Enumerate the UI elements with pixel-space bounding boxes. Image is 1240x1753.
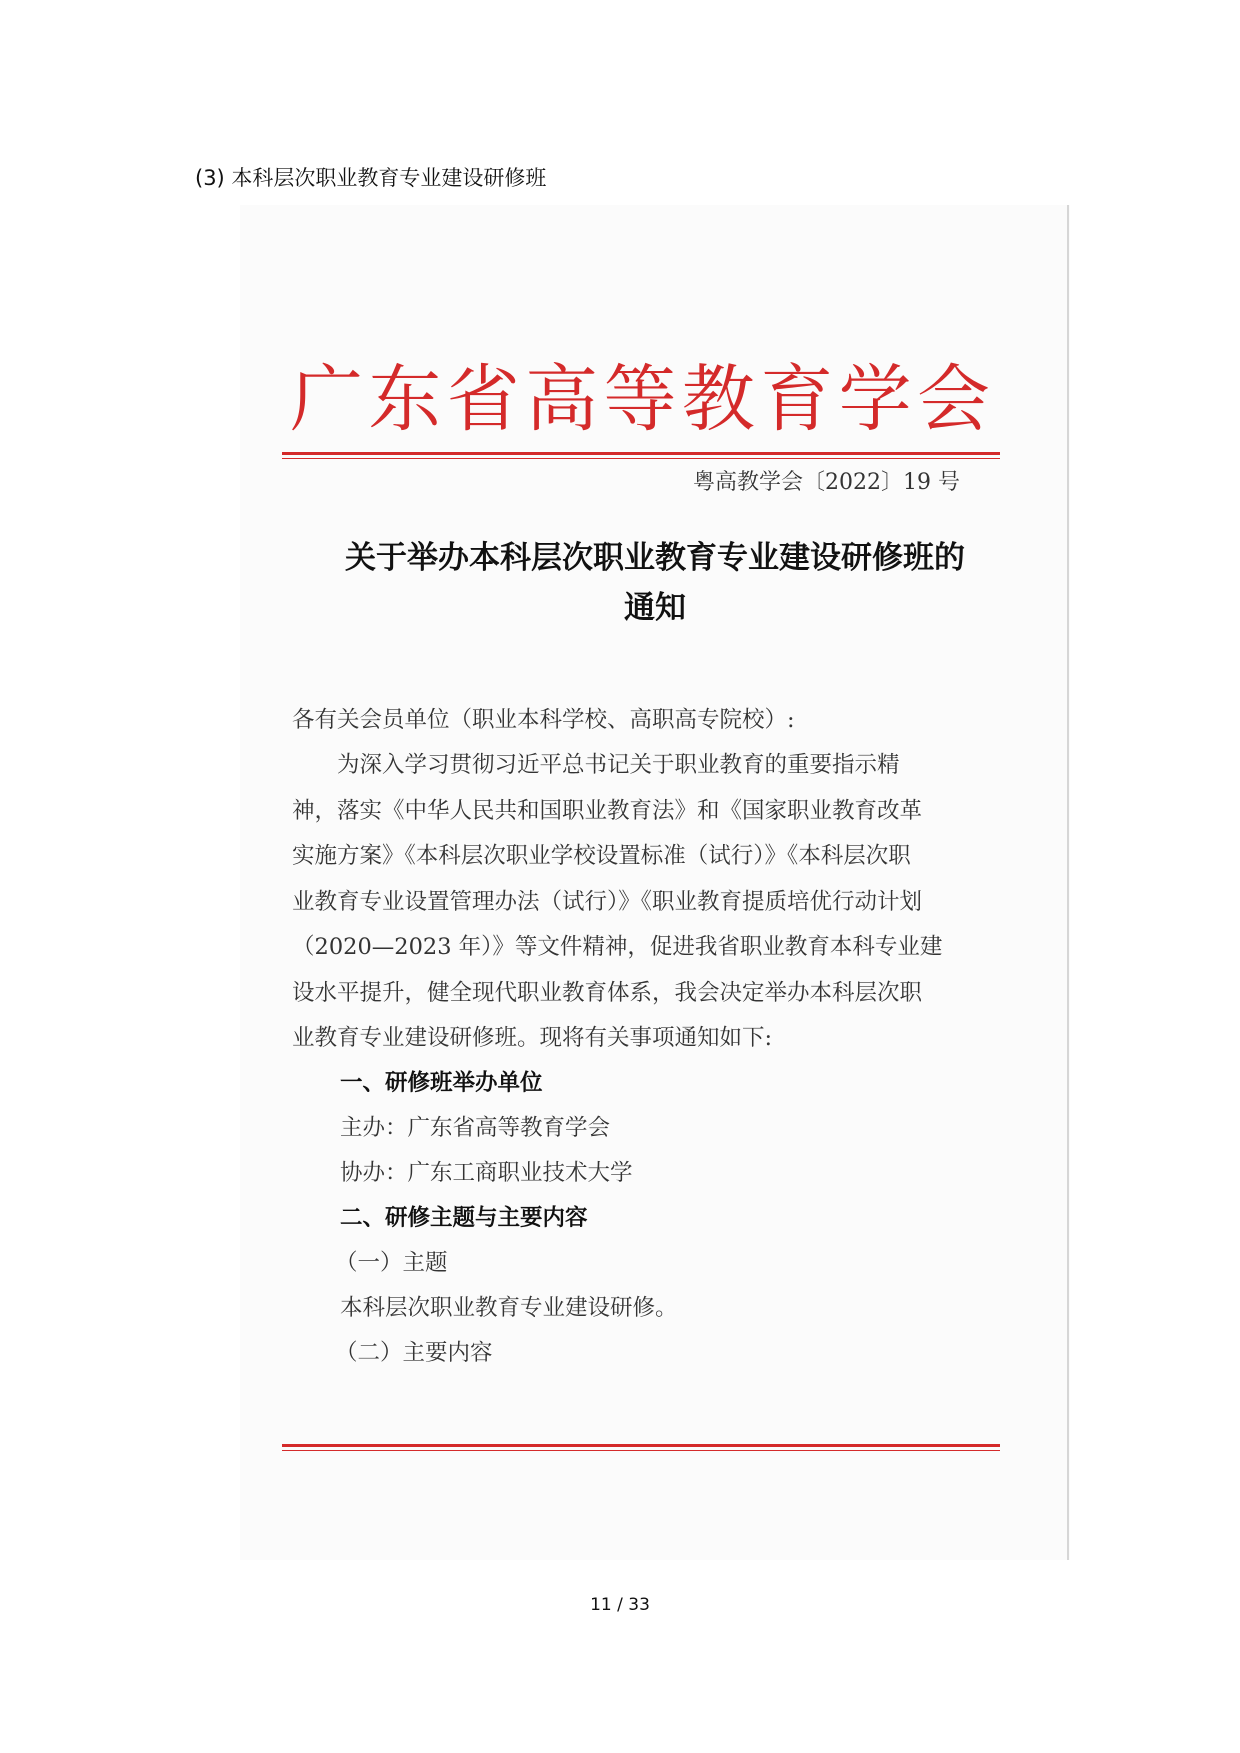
letterhead-char: 省 <box>446 357 520 442</box>
letterhead-char: 教 <box>681 357 755 442</box>
host-unit: 主办：广东省高等教育学会 <box>340 1115 611 1141</box>
intro-line: 实施方案》《本科层次职业学校设置标准（试行）》《本科层次职 <box>292 843 911 869</box>
letterhead-char: 高 <box>525 357 599 442</box>
intro-line: 神，落实《中华人民共和国职业教育法》和《国家职业教育改革 <box>292 797 923 824</box>
section-caption: (3) 本科层次职业教育专业建设研修班 <box>195 166 547 190</box>
heading-theme-content: 二、研修主题与主要内容 <box>340 1205 588 1231</box>
letterhead-char: 东 <box>368 357 442 442</box>
scan-edge <box>1067 205 1069 1560</box>
footer-rule-thick <box>282 1444 1000 1447</box>
theme-text: 本科层次职业教育专业建设研修。 <box>340 1295 678 1321</box>
intro-paragraph <box>292 743 962 1062</box>
intro-line: 为深入学习贯彻习近平总书记关于职业教育的重要指示精 <box>292 752 900 778</box>
intro-line: 设水平提升，健全现代职业教育体系，我会决定举办本科层次职 <box>292 979 923 1006</box>
letterhead-rule-thick <box>282 452 1000 455</box>
addressee: 各有关会员单位（职业本科学校、高职高专院校）: <box>292 707 795 733</box>
footer-rule-thin <box>282 1450 1000 1451</box>
document-number: 粤高教学会〔2022〕19 号 <box>693 470 960 495</box>
page-indicator: 11 / 33 <box>590 1595 650 1615</box>
letterhead-char: 育 <box>760 357 834 442</box>
intro-line: 业教育专业设置管理办法（试行）》《职业教育提质培优行动计划 <box>292 888 923 915</box>
letterhead-char: 广 <box>290 357 363 442</box>
heading-host-units: 一、研修班举办单位 <box>340 1070 543 1096</box>
subheading-theme: （一）主题 <box>335 1250 448 1276</box>
notice-title-line1: 关于举办本科层次职业教育专业建设研修班的 <box>345 540 965 576</box>
intro-line: 业教育专业建设研修班。现将有关事项通知如下: <box>292 1025 773 1051</box>
letterhead-char: 会 <box>917 357 990 442</box>
letterhead-char: 学 <box>838 357 912 442</box>
letterhead-rule-thin <box>282 458 1000 459</box>
letterhead-org-name <box>290 355 990 445</box>
cohost-unit: 协办：广东工商职业技术大学 <box>340 1160 633 1186</box>
subheading-main-content: （二）主要内容 <box>335 1340 493 1366</box>
letterhead-char: 等 <box>603 357 677 442</box>
intro-line: （2020—2023 年）》等文件精神，促进我省职业教育本科专业建 <box>292 934 943 960</box>
notice-title-line2: 通知 <box>624 590 686 626</box>
